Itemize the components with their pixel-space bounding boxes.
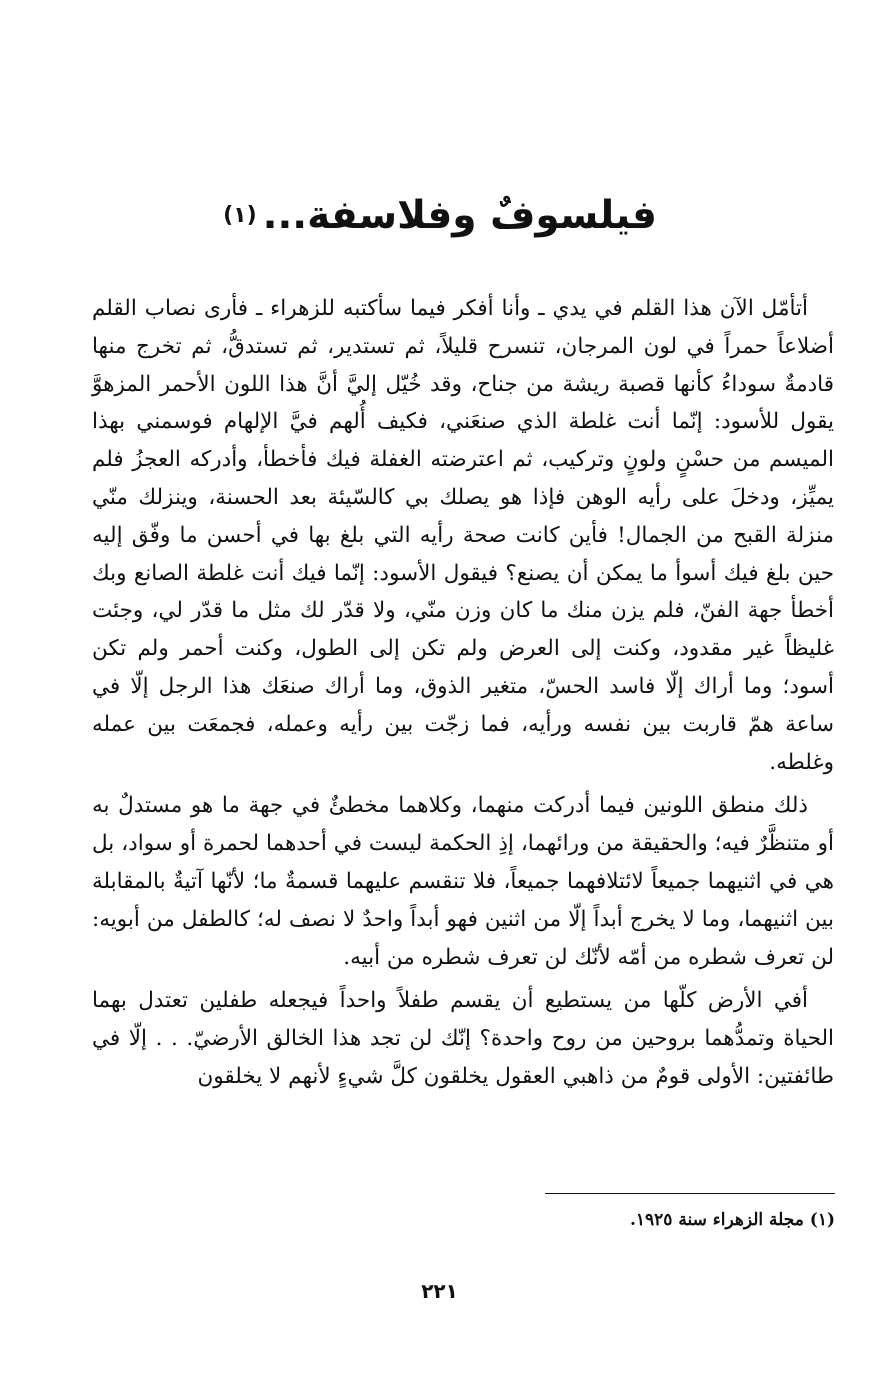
title-footnote-marker: (١) [223,202,257,228]
chapter-title: فيلسوفٌ وفلاسفة... [262,193,657,238]
page-number: ٢٢١ [421,1279,458,1303]
chapter-heading [200,186,680,246]
paragraph-3: أفي الأرض كلّها من يستطيع أن يقسم طفلاً واحداً فيجعله طفلين تعتدل بهما الحياة وتمدُّهما بروحين من روح واحدة؟ إنّك لن تجد هذا الخالق الأرضيّ. . . إلّا في طائفتين: الأولى قومٌ من ذاهبي العقول يخلقون كلَّ شيءٍ لأنهم لا يخلقون [92,988,834,1089]
footnote-divider [545,1193,835,1194]
footnote: (١) مجلة الزهراء سنة ١٩٢٥. [629,1210,835,1230]
paragraph-1: أتأمّل الآن هذا القلم في يدي ـ وأنا أفكر فيما سأكتبه للزهراء ـ فأرى نصاب القلم أضلاعاً حمراً في لون المرجان، تنسرح قليلاً، ثم تستدير، ثم تستدقُّ، ثم تخرج منها قادمةٌ سوداءُ كأنها قصبة ريشة من جناح، وقد خُيّل إليَّ أنَّ هذا اللون الأحمر المزهوَّ يقول للأسود: إنّما أنت غلطة الذي صنعَني، فكيف أُلهم فيَّ الإلهام فوسمني بهذا الميسم من حسْنٍ ولونٍ وتركيب، ثم اعترضته الغفلة فيك فأخطأ، وأدركه العجزُ فلم يميِّز، ودخلَ على رأيه الوهن فإذا هو يصلك بي كالسّيئة بعد الحسنة، وينزلك منّي منزلة القبح من الجمال! فأين كانت صحة رأيه التي بلغ بها في أحسن ما وفّق إليه حين بلغ فيك أسوأ ما يمكن أن يصنع؟ فيقول الأسود: إنّما فيك أنت غلطة الصانع وبك أخطأ جهة الفنّ، فلم يزن منك ما كان وزن منّي، ولا قدّر لك مثل ما قدّر لي، وجئت غليظاً غير مقدود، وكنت إلى العرض ولم تكن إلى الطول، وكنت أحمر ولم تكن أسود؛ وما أراك إلّا فاسد الحسّ، متغير الذوق، وما أراك صنعَك هذا الرجل إلّا في ساعة همّ قاربت بين نفسه ورأيه، فما زجّت بين رأيه وعمله، فجمعَت بين عمله وغلطه. [92,296,835,775]
paragraph-2: ذلك منطق اللونين فيما أدركت منهما، وكلاهما مخطئٌ في جهة ما هو مستدلٌ به أو متنظَّرٌ فيه؛ والحقيقة من ورائهما، إذِ الحكمة ليست في أحدهما لحمرة أو سواد، بل هي في اثنيهما جميعاً لائتلافهما جميعاً، فلا تنقسم عليهما قسمةٌ ما؛ لأنّها آتيةٌ بالمقابلة بين اثنيهما، وما لا يخرج أبداً إلّا من اثنين فهو أبداً واحدٌ لا نصف له؛ كالطفل من أبويه: لن تعرف شطره من أمّه لأنّك لن تعرف شطره من أبيه. [92,793,834,970]
body-text [92,290,834,1102]
